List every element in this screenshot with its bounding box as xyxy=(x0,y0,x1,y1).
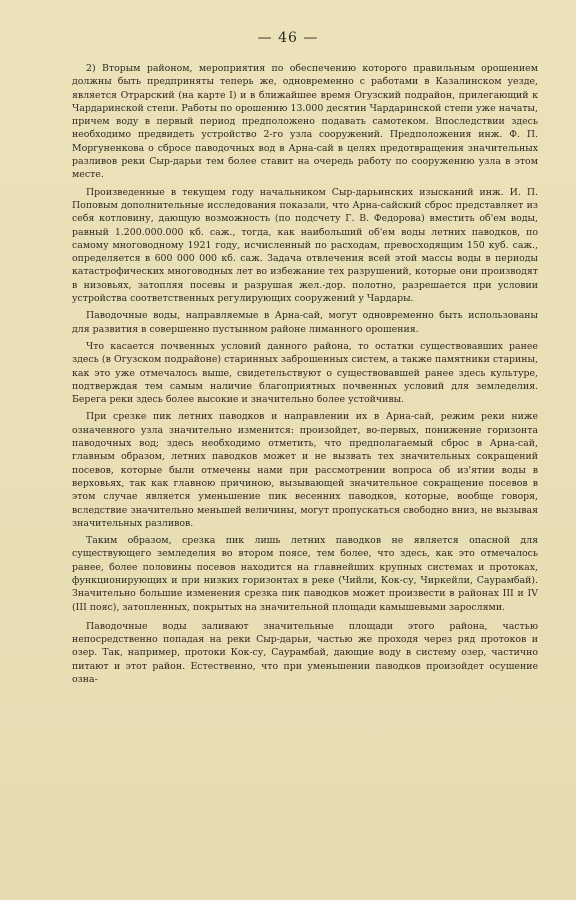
paragraph-6: Таким образом, срезка пик лишь летних паводков не является опасной для существующего земледелия во втором поясе, тем более, что здесь, как это отмечалось ранее, более половины посевов находится на главнейших крупных системах и протоках, функционирующих и при низких горизонтах в реке (Чийли, Кок-су, Чиркейли, Саурамбай). Значительно большие изменения срезка пик паводков может произвести в районах III и IV (III пояс), затопленных, покрытых на значительной площади камышевыми зарослями. xyxy=(72,535,538,613)
page-number: — 46 — xyxy=(257,30,319,46)
paragraph-4: Что касается почвенных условий данного района, то остатки существовавших ранее здесь (в Огузском подрайоне) старинных заброшенных систем, а также памятники старины, как это уже отмечалось выше, свидетельствуют о существовавшей ранее здесь культуре, подтверждая тем самым наличие благоприятных почвенных условий для земледелия. Берега реки здесь более высокие и значительно более устойчивы. xyxy=(72,340,538,406)
body-text xyxy=(72,62,538,690)
paragraph-1: 2) Вторым районом, мероприятия по обеспечению которого правильным орошением должны быть предприняты теперь же, одновременно с работами в Казалинском уезде, является Отрарский (на карте I) и в ближайшее время Огузский подрайон, прилегающий к Чардаринской степи. Работы по орошению 13.000 десятин Чардаринской степи уже начаты, причем воду в первый период предположено подавать самотеком. Впоследствии здесь необходимо предвидеть устройство 2-го узла сооружений. Предположения инж. Ф. П. Моргуненкова о сбросе паводочных вод в Арна-сай в целях предотвращения значительных разливов реки Сыр-дарьи тем более ставит на очередь работу по сооружению узла в этом месте. xyxy=(72,63,538,181)
paragraph-3: Паводочные воды, направляемые в Арна-сай, могут одновременно быть использованы для развития в совершенно пустынном районе лиманного орошения. xyxy=(72,310,538,335)
paragraph-5: При срезке пик летних паводков и направлении их в Арна-сай, режим реки ниже означенного узла значительно изменится: произойдет, во-первых, понижение горизонта паводочных вод; здесь необходимо отметить, что предполагаемый сброс в Арна-сай, главным образом, летних паводков может и не вызвать тех значительных сокращений посевов, которые были отмечены нами при рассмотрении вопроса об из'ятии воды в верховьях, так как главною причиною, вызывающей значительное сокращение посевов в этом случае является уменьшение пик весенних паводков, которые, вообще говоря, вследствие значительно меньшей величины, могут пропускаться свободно вниз, не вызывая значительных разливов. xyxy=(72,411,538,529)
paragraph-7: Паводочные воды заливают значительные площади этого района, частью непосредственно попадая на реки Сыр-дарьи, частью же проходя через ряд протоков и озер. Так, например, протоки Кок-су, Саурамбай, дающие воду в систему озер, частично питают и этот район. Естественно, что при уменьшении паводков произойдет осушение озна- xyxy=(72,620,538,686)
paragraph-2: Произведенные в текущем году начальником Сыр-дарьинских изысканий инж. И. П. Поповым дополнительные исследования показали, что Арна-сайский сброс представляет из себя котловину, дающую возможность (по подсчету Г. В. Федорова) вместить об'ем воды, равный 1.200.000.000 кб. саж., тогда, как наибольший об'ем воды летних паводков, по самому многоводному 1921 году, исчисленный по расходам, превосходящим 150 куб. саж., определяется в 600 000 000 кб. саж. Задача отвлечения всей этой массы воды в периоды катастрофических многоводных лет во избежание тех разрушений, которые они производят в низовьях, затопляя посевы и разрушая жел.-дор. полотно, разрешается при условии устройства соответственных регулирующих сооружений у Чардары. xyxy=(72,186,538,305)
